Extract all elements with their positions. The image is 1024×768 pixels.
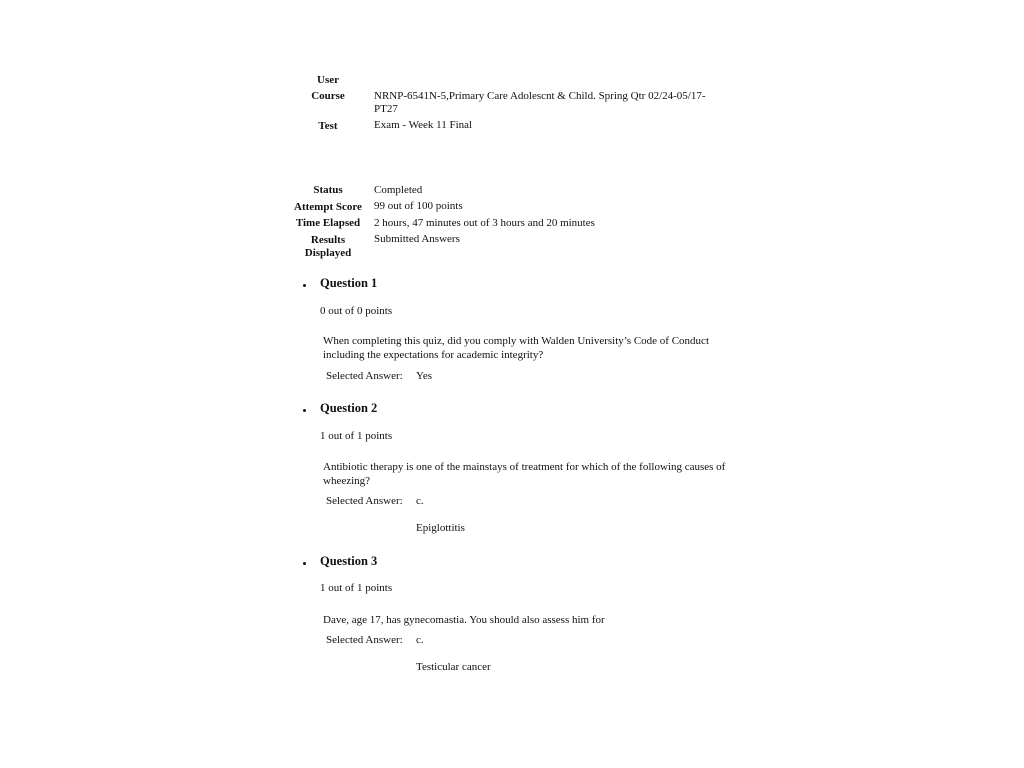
course-value-line1: NRNP-6541N-5,Primary Care Adolescnt & Child. Spring Qtr 02/24-05/17- xyxy=(374,90,706,102)
question-1-selected-value: Yes xyxy=(416,370,433,382)
question-2-text-line1: Antibiotic therapy is one of the mainstays of treatment for which of the following causes of xyxy=(323,461,726,473)
results-displayed-value: Submitted Answers xyxy=(374,233,460,245)
question-3-bullet xyxy=(303,562,306,565)
question-3-selected-label: Selected Answer: xyxy=(326,634,403,646)
question-2-points: 1 out of 1 points xyxy=(320,430,393,442)
question-3-title: Question 3 xyxy=(320,554,378,568)
status-label: Status xyxy=(313,184,343,196)
question-1-title: Question 1 xyxy=(320,276,378,290)
question-3-points: 1 out of 1 points xyxy=(320,582,393,594)
question-1-text-line2: including the expectations for academic integrity? xyxy=(323,349,544,361)
question-2-title: Question 2 xyxy=(320,401,378,415)
question-3-selected-value: c. xyxy=(416,634,424,646)
question-2-selected-value: c. xyxy=(416,495,424,507)
time-elapsed-value: 2 hours, 47 minutes out of 3 hours and 20 minutes xyxy=(374,217,595,229)
attempt-score-value: 99 out of 100 points xyxy=(374,200,463,212)
question-3-answer-text: Testicular cancer xyxy=(416,661,491,673)
course-value-line2: PT27 xyxy=(374,103,398,115)
course-label: Course xyxy=(311,90,345,102)
test-label: Test xyxy=(318,120,338,132)
attempt-score-label: Attempt Score xyxy=(294,201,362,213)
question-2-text-line2: wheezing? xyxy=(323,475,371,487)
question-1-bullet xyxy=(303,284,306,287)
test-value: Exam - Week 11 Final xyxy=(374,119,473,131)
results-displayed-label-line2: Displayed xyxy=(304,247,352,259)
status-value: Completed xyxy=(374,184,423,196)
question-1-text-line1: When completing this quiz, did you comply with Walden University’s Code of Conduct xyxy=(323,335,709,347)
question-2-bullet xyxy=(303,409,306,412)
question-2-answer-text: Epiglottitis xyxy=(416,522,465,534)
question-2-selected-label: Selected Answer: xyxy=(326,495,403,507)
question-1-points: 0 out of 0 points xyxy=(320,305,393,317)
user-label: User xyxy=(317,74,339,86)
time-elapsed-label: Time Elapsed xyxy=(295,217,361,229)
question-1-selected-label: Selected Answer: xyxy=(326,370,403,382)
results-displayed-label-line1: Results xyxy=(310,234,346,246)
question-3-text-line1: Dave, age 17, has gynecomastia. You should also assess him for xyxy=(323,614,605,626)
